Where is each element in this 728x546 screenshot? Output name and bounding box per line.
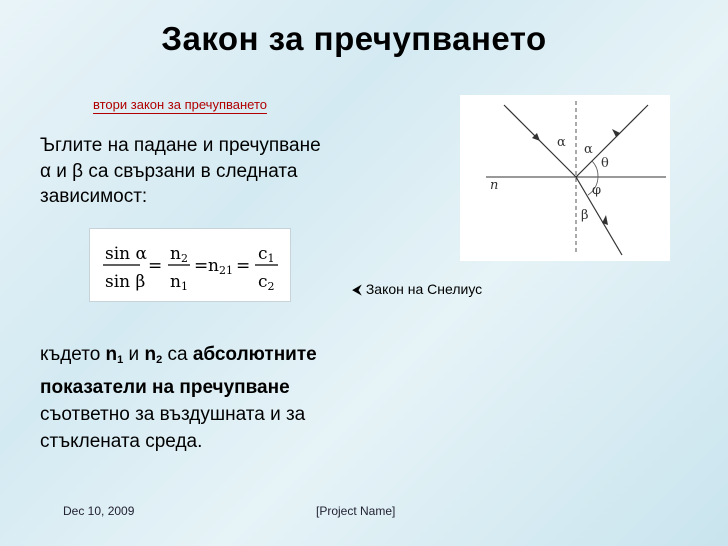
and-word-2: и <box>123 344 145 365</box>
formula-equals-1: = <box>148 256 163 276</box>
definition-line-4: стъклената среда. <box>40 431 203 452</box>
formula-n21: n21 <box>208 256 233 277</box>
where-word: където <box>40 344 106 365</box>
beta-symbol: β <box>72 160 84 182</box>
subtitle-link[interactable]: втори закон за пречупването <box>93 97 267 112</box>
n2-symbol: $n_2$ <box>144 344 163 366</box>
definition-line-1 <box>40 341 420 374</box>
paragraph-line-1: Ъглите на падане и пречупване <box>40 135 321 156</box>
slide-title: Закон за пречупването <box>161 20 547 57</box>
reflected-ray <box>576 105 648 177</box>
formula-sin-top: sin α <box>105 244 148 264</box>
definition-line-2 <box>40 374 420 401</box>
paragraph-line-3: зависимост: <box>40 186 148 207</box>
angle-label-alpha-incident: α <box>557 135 566 150</box>
formula-c2: c2 <box>258 272 275 293</box>
angle-label-theta: θ <box>601 156 609 171</box>
n1-symbol: $n_1$ <box>105 344 124 366</box>
angle-label-beta: β <box>581 208 589 223</box>
snell-law-label <box>352 281 482 298</box>
angle-label-phi: φ <box>592 183 602 198</box>
bold-refractive-index: показатели на пречупване <box>40 377 290 398</box>
reflected-arrow-icon <box>612 129 620 137</box>
formula-c1: c1 <box>258 244 275 265</box>
refraction-diagram <box>460 95 670 261</box>
formula-n1: n1 <box>170 272 188 293</box>
formula-equals-3: = <box>236 256 251 276</box>
paragraph-angles <box>40 133 420 210</box>
definition-line-3: съответно за въздушната и за <box>40 404 306 425</box>
snell-formula <box>89 228 291 302</box>
paragraph-line-2-rest: са свързани в следната <box>83 160 298 182</box>
formula-n2: n2 <box>170 244 188 265</box>
footer-project-name: [Project Name] <box>316 504 396 518</box>
and-word: и <box>50 160 73 182</box>
paragraph-line-2 <box>40 159 420 185</box>
angle-label-alpha-reflected: α <box>584 142 593 157</box>
formula-graphic <box>90 229 290 301</box>
refraction-diagram-graphic <box>460 95 670 261</box>
bold-absolute: абсолютните <box>192 344 317 365</box>
formula-sin-bottom: sin β <box>105 272 146 292</box>
alpha-symbol: α <box>40 160 51 182</box>
angle-arc-theta <box>592 161 598 177</box>
snell-law-text: Закон на Снелиус <box>361 281 483 297</box>
medium-label-n: n <box>490 178 499 193</box>
arrow-left-icon: ⮜ <box>352 282 362 298</box>
footer-date: Dec 10, 2009 <box>63 504 135 518</box>
formula-equals-2: = <box>194 256 209 276</box>
are-word: са <box>162 344 193 365</box>
paragraph-definition <box>40 341 420 455</box>
